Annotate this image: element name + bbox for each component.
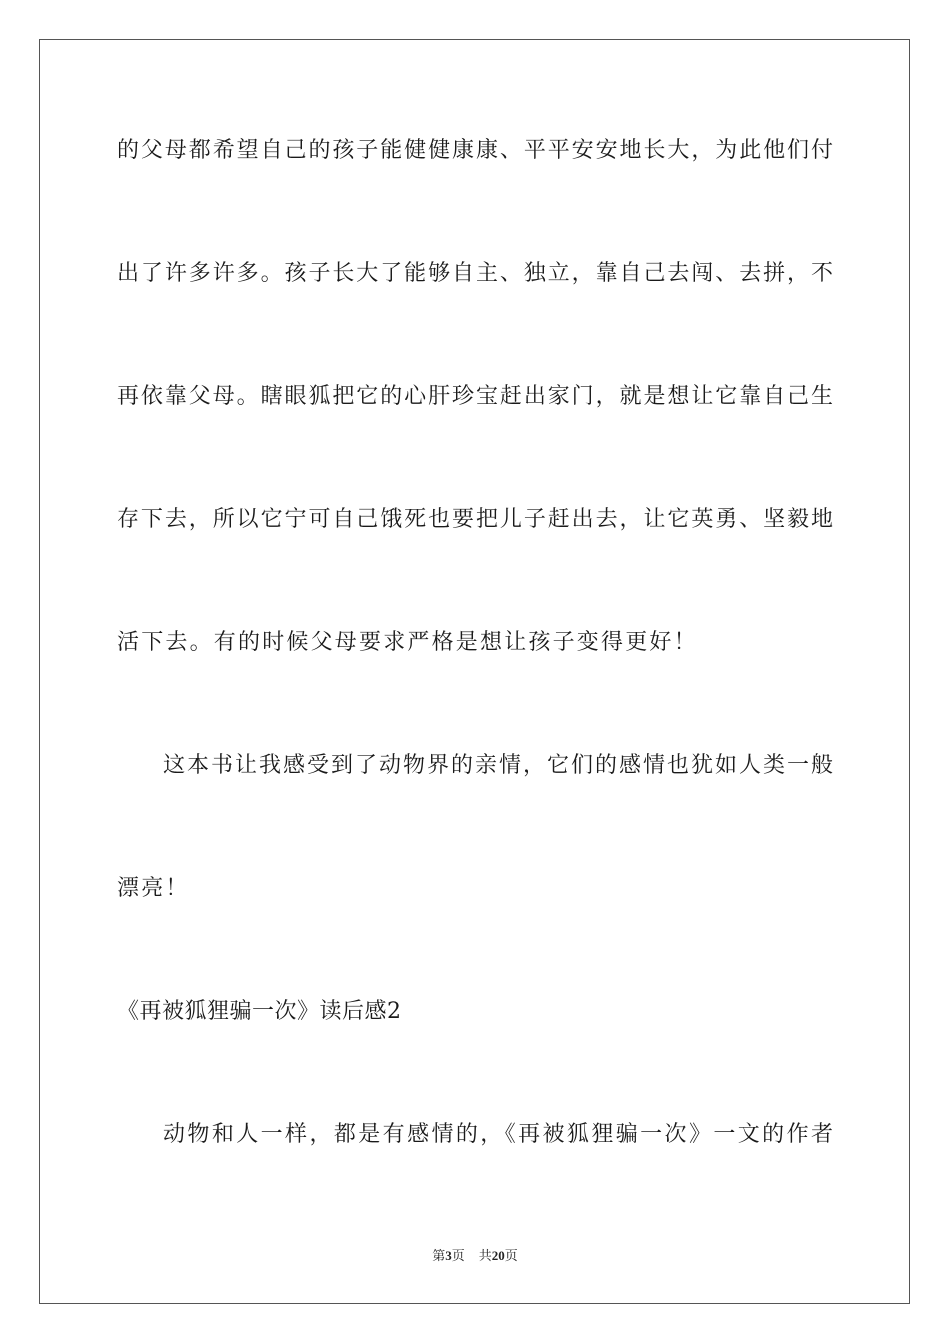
total-pages: 20 <box>491 1248 505 1263</box>
total-prefix: 共 <box>478 1248 492 1263</box>
total-suffix: 页 <box>504 1248 518 1263</box>
page-suffix: 页 <box>451 1248 465 1263</box>
body-line-4: 存下去，所以它宁可自己饿死也要把儿子赶出去，让它英勇、坚毅地 <box>117 507 833 532</box>
page-footer <box>0 1247 950 1265</box>
body-line-2: 出了许多许多。孩子长大了能够自主、独立，靠自己去闯、去拼，不 <box>117 261 833 286</box>
body-line-1: 的父母都希望自己的孩子能健健康康、平平安安地长大，为此他们付 <box>117 138 833 163</box>
body-line-7: 漂亮！ <box>117 876 190 901</box>
page-prefix: 第 <box>432 1248 446 1263</box>
body-line-3: 再依靠父母。瞎眼狐把它的心肝珍宝赶出家门，就是想让它靠自己生 <box>117 384 833 409</box>
body-line-8: 动物和人一样，都是有感情的，《再被狐狸骗一次》一文的作者 <box>163 1122 833 1147</box>
page-number: 3 <box>445 1248 452 1263</box>
body-line-5: 活下去。有的时候父母要求严格是想让孩子变得更好！ <box>117 630 698 655</box>
page-border <box>39 39 910 1304</box>
section-heading: 《再被狐狸骗一次》读后感2 <box>117 999 402 1024</box>
body-line-6: 这本书让我感受到了动物界的亲情，它们的感情也犹如人类一般 <box>163 753 833 778</box>
